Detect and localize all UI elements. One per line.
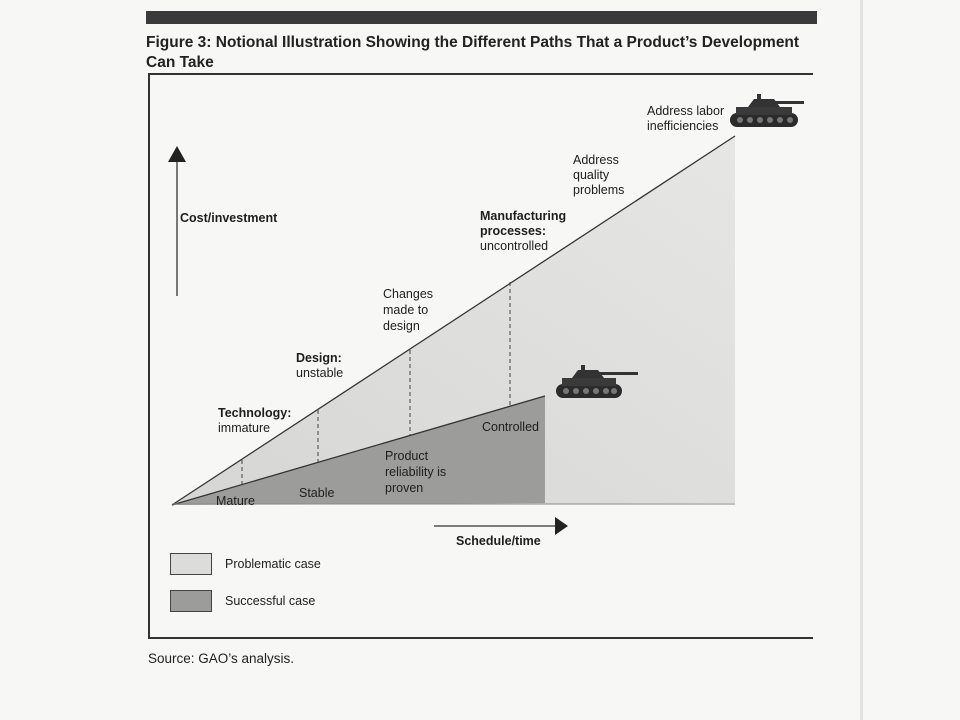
legend-swatch-problematic bbox=[170, 553, 212, 575]
technology-label: Technology: bbox=[218, 406, 292, 420]
legend-label-problematic: Problematic case bbox=[225, 557, 321, 571]
manufacturing-label-line-1: Manufacturing bbox=[480, 209, 567, 223]
labor-label-line-2: inefficiencies bbox=[647, 119, 719, 133]
quality-label-line-1: Address bbox=[573, 153, 619, 167]
reliability-label-line-3: proven bbox=[385, 481, 424, 495]
technology-status: immature bbox=[218, 421, 271, 435]
figure-title: Figure 3: Notional Illustration Showing the Different Paths That a Product’s Development Can Take bbox=[146, 34, 800, 71]
x-axis-label: Schedule/time bbox=[456, 534, 541, 548]
tank-icon-problematic bbox=[730, 94, 804, 127]
changes-label-line-1: Changes bbox=[383, 287, 434, 301]
quality-label-line-3: problems bbox=[573, 183, 625, 197]
quality-label-line-2: quality bbox=[573, 168, 610, 182]
mature-label: Mature bbox=[216, 494, 255, 508]
reliability-label-line-1: Product bbox=[385, 449, 429, 463]
source-note: Source: GAO’s analysis. bbox=[148, 651, 295, 666]
manufacturing-label-line-2: processes: bbox=[480, 224, 547, 238]
manufacturing-status: uncontrolled bbox=[480, 239, 549, 253]
design-label: Design: bbox=[296, 351, 342, 365]
stable-label: Stable bbox=[299, 486, 335, 500]
y-axis-arrowhead bbox=[168, 146, 186, 162]
design-status: unstable bbox=[296, 366, 344, 380]
legend-swatch-successful bbox=[170, 590, 212, 612]
changes-label-line-2: made to bbox=[383, 303, 429, 317]
controlled-label: Controlled bbox=[482, 420, 539, 434]
y-axis-label: Cost/investment bbox=[180, 211, 278, 225]
changes-label-line-3: design bbox=[383, 319, 420, 333]
x-axis-arrowhead bbox=[555, 517, 568, 535]
labor-label-line-1: Address labor bbox=[647, 104, 725, 118]
legend-label-successful: Successful case bbox=[225, 594, 316, 608]
reliability-label-line-2: reliability is bbox=[385, 465, 447, 479]
